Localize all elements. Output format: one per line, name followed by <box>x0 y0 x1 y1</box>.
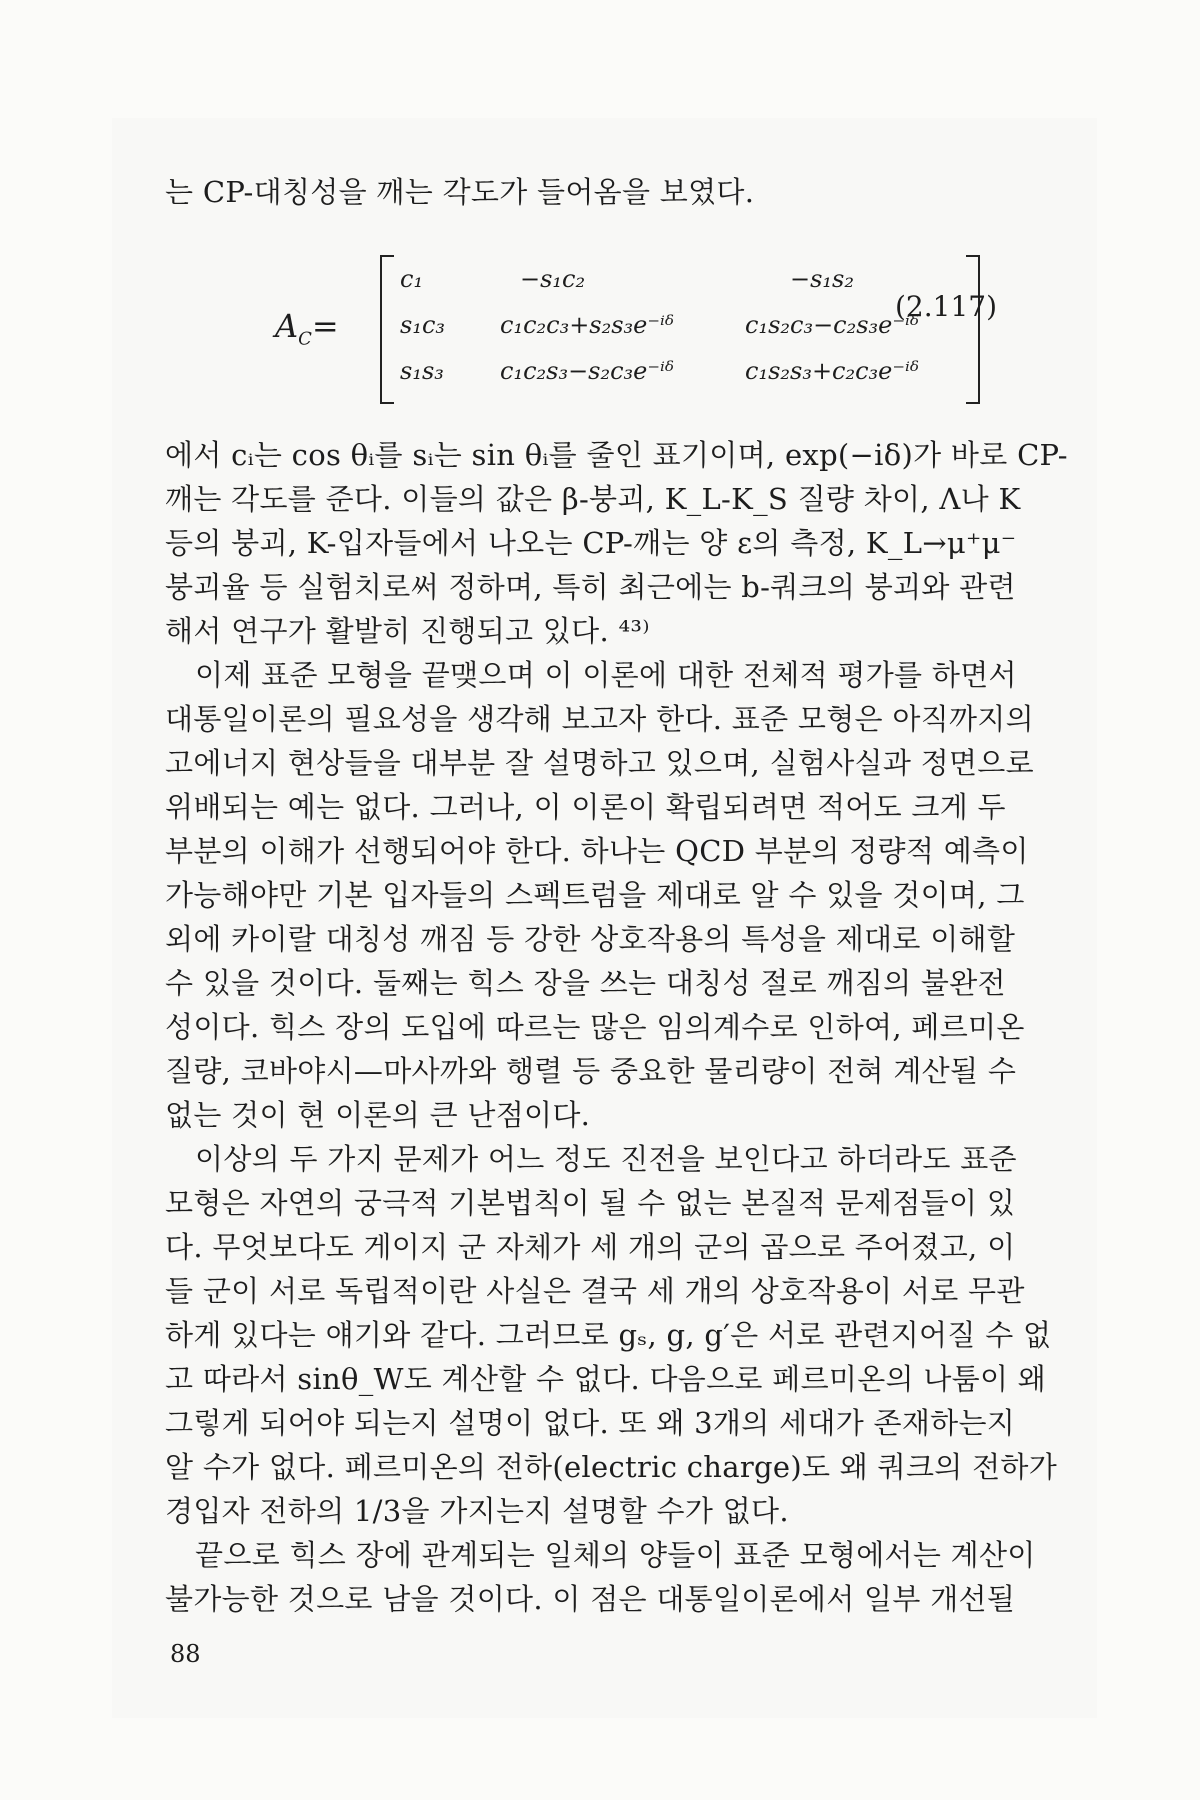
matrix-cell: c₁s₂c₃−c₂s₃e⁻ⁱᵟ <box>745 311 919 339</box>
text-line: 에서 cᵢ는 cos θᵢ를 sᵢ는 sin θᵢ를 줄인 표기이며, exp(−iδ)가 바로 CP- <box>165 438 1068 472</box>
equation-number: (2.117) <box>895 290 998 323</box>
text-line: 깨는 각도를 준다. 이들의 값은 β-붕괴, K_L-K_S 질량 차이, Λ나 K <box>165 482 1021 516</box>
text-line: 들 군이 서로 독립적이란 사실은 결국 세 개의 상호작용이 서로 무관 <box>165 1274 1025 1308</box>
text-line: 그렇게 되어야 되는지 설명이 없다. 또 왜 3개의 세대가 존재하는지 <box>165 1406 1016 1440</box>
matrix-row <box>400 259 970 299</box>
matrix-cell: c₁ <box>400 265 424 293</box>
matrix-cell: c₁c₂c₃+s₂s₃e⁻ⁱᵟ <box>500 311 674 339</box>
text-line: 성이다. 힉스 장의 도입에 따르는 많은 임의계수로 인하여, 페르미온 <box>165 1010 1025 1044</box>
equation-lhs-symbol: A <box>275 307 299 345</box>
matrix-row <box>400 305 970 345</box>
text-line: 없는 것이 현 이론의 큰 난점이다. <box>165 1098 591 1132</box>
matrix-cell: −s₁s₂ <box>790 265 854 293</box>
matrix-cell: c₁s₂s₃+c₂c₃e⁻ⁱᵟ <box>745 357 919 385</box>
text-line: 위배되는 예는 없다. 그러나, 이 이론이 확립되려면 적어도 크게 두 <box>165 790 1006 824</box>
matrix-cell: −s₁c₂ <box>520 265 586 293</box>
text-line: 다. 무엇보다도 게이지 군 자체가 세 개의 군의 곱으로 주어졌고, 이 <box>165 1230 1016 1264</box>
text-line: 해서 연구가 활발히 진행되고 있다. ⁴³⁾ <box>165 614 650 648</box>
matrix-cell: s₁c₃ <box>400 311 445 339</box>
text-line: 대통일이론의 필요성을 생각해 보고자 한다. 표준 모형은 아직까지의 <box>165 702 1034 736</box>
text-line: 부분의 이해가 선행되어야 한다. 하나는 QCD 부분의 정량적 예측이 <box>165 834 1029 868</box>
text-line: 수 있을 것이다. 둘째는 힉스 장을 쓰는 대칭성 절로 깨짐의 불완전 <box>165 966 1006 1000</box>
text-line: 등의 붕괴, K-입자들에서 나오는 CP-깨는 양 ε의 측정, K_L→μ⁺μ⁻ <box>165 526 1017 560</box>
text-line: 는 CP-대칭성을 깨는 각도가 들어옴을 보였다. <box>165 175 755 209</box>
matrix <box>380 255 980 405</box>
text-line: 경입자 전하의 1/3을 가지는지 설명할 수가 없다. <box>165 1494 789 1528</box>
text-line: 붕괴율 등 실험치로써 정하며, 특히 최근에는 b-쿼크의 붕괴와 관련 <box>165 570 1016 604</box>
equation-lhs <box>275 307 339 349</box>
text-line: 모형은 자연의 궁극적 기본법칙이 될 수 없는 본질적 문제점들이 있 <box>165 1186 1016 1220</box>
text-line: 고에너지 현상들을 대부분 잘 설명하고 있으며, 실험사실과 정면으로 <box>165 746 1034 780</box>
text-line: 가능해야만 기본 입자들의 스펙트럼을 제대로 알 수 있을 것이며, 그 <box>165 878 1025 912</box>
equation-equals: = <box>311 307 339 345</box>
page-number: 88 <box>170 1640 201 1668</box>
matrix-cell: c₁c₂s₃−s₂c₃e⁻ⁱᵟ <box>500 357 674 385</box>
text-line: 하게 있다는 얘기와 같다. 그러므로 gₛ, g, g′은 서로 관련지어질 수 없 <box>165 1318 1052 1352</box>
text-line: 불가능한 것으로 남을 것이다. 이 점은 대통일이론에서 일부 개선될 <box>165 1582 1016 1616</box>
text-line: 이제 표준 모형을 끝맺으며 이 이론에 대한 전체적 평가를 하면서 <box>195 658 1017 692</box>
text-line: 끝으로 힉스 장에 관계되는 일체의 양들이 표준 모형에서는 계산이 <box>195 1538 1036 1572</box>
text-line: 질량, 코바야시—마사까와 행렬 등 중요한 물리량이 전혀 계산될 수 <box>165 1054 1017 1088</box>
equation-lhs-subscript: C <box>298 328 312 350</box>
matrix-left-bracket <box>380 255 394 404</box>
text-line: 알 수가 없다. 페르미온의 전하(electric charge)도 왜 쿼크의 전하가 <box>165 1450 1058 1484</box>
matrix-equation <box>275 255 1035 405</box>
matrix-row <box>400 351 970 391</box>
text-line: 외에 카이랄 대칭성 깨짐 등 강한 상호작용의 특성을 제대로 이해할 <box>165 922 1016 956</box>
text-line: 이상의 두 가지 문제가 어느 정도 진전을 보인다고 하더라도 표준 <box>195 1142 1017 1176</box>
matrix-cell: s₁s₃ <box>400 357 444 385</box>
text-line: 고 따라서 sinθ_W도 계산할 수 없다. 다음으로 페르미온의 나툼이 왜 <box>165 1362 1047 1396</box>
